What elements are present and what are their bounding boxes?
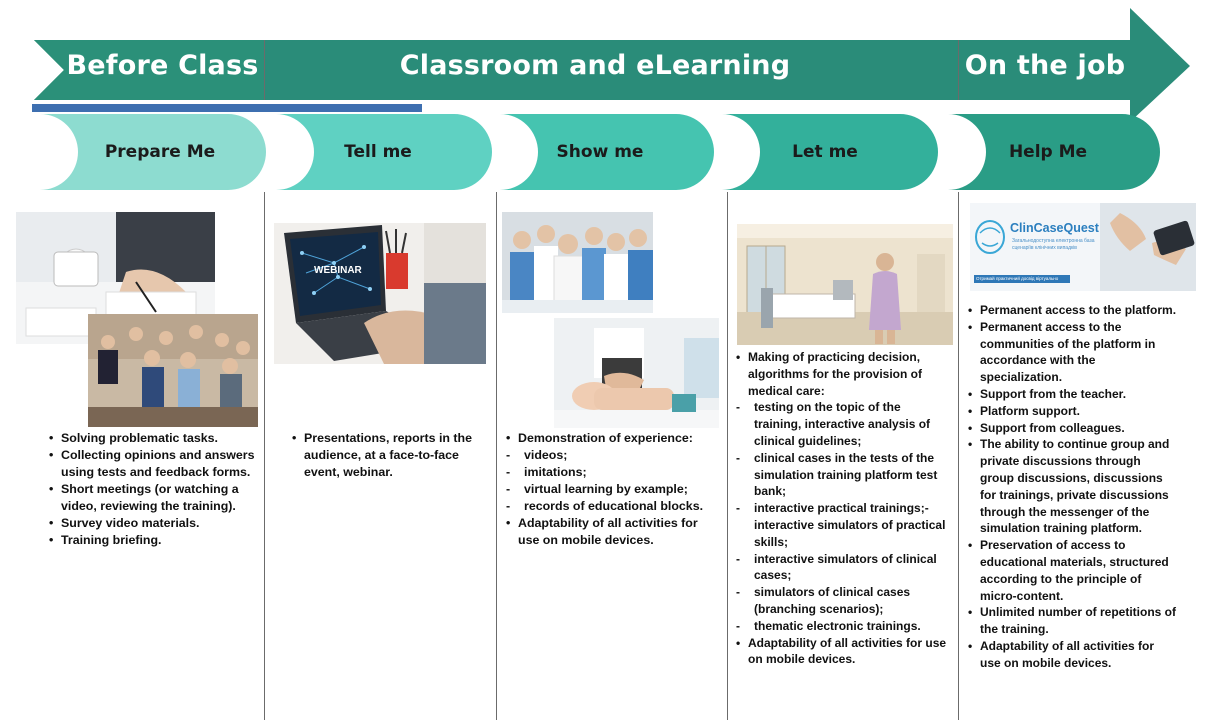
list-item: • Adaptability of all activities for use on mobile devices. (968, 638, 1178, 672)
progress-bar (32, 104, 422, 112)
list-item: • Unlimited number of repetitions of the training. (968, 604, 1178, 638)
list-item: - records of educational blocks. (506, 498, 716, 515)
list-item: - interactive practical trainings;- interactive simulators of practical skills; (736, 500, 948, 550)
list-item: • Solving problematic tasks. (49, 430, 257, 447)
list-item: • Making of practicing decision, algorithms for the provision of medical care: (736, 349, 948, 399)
photo-doctors-group (502, 212, 653, 313)
stage-label-tell-me: Tell me (344, 142, 412, 162)
list-item: • Survey video materials. (49, 515, 257, 532)
list-help-me (968, 302, 1178, 672)
column-divider-1 (264, 192, 265, 720)
stage-label-help-me: Help Me (1008, 142, 1088, 162)
list-item: • Presentations, reports in the audience, at a face-to-face event, webinar. (292, 430, 480, 481)
list-item: - thematic electronic trainings. (736, 618, 948, 635)
list-item: - virtual learning by example; (506, 481, 716, 498)
logo-title: ClinCaseQuest (1010, 221, 1099, 235)
webinar-screen-text: WEBINAR (314, 265, 362, 276)
list-let-me (736, 349, 948, 668)
list-item: • Support from colleagues. (968, 420, 1178, 437)
stage-label-prepare-me: Prepare Me (104, 142, 216, 162)
column-divider-4 (958, 192, 959, 720)
list-show-me (506, 430, 716, 549)
photo-cpr-training (554, 318, 719, 428)
list-item: - imitations; (506, 464, 716, 481)
list-item: • Short meetings (or watching a video, reviewing the training). (49, 481, 257, 515)
divider-on-the-job (958, 40, 959, 100)
logo-subtitle-line-1: Загальнодоступна електронна база (1012, 238, 1095, 244)
photo-group-meeting (88, 314, 258, 427)
list-item: • Training briefing. (49, 532, 257, 549)
list-item: - simulators of clinical cases (branching scenarios); (736, 584, 948, 618)
list-prepare-me (49, 430, 257, 549)
phase-before-class: Before Class (66, 50, 259, 81)
column-divider-2 (496, 192, 497, 720)
list-item: • Platform support. (968, 403, 1178, 420)
list-item: • Collecting opinions and answers using tests and feedback forms. (49, 447, 257, 481)
photo-webinar-laptop (274, 223, 486, 364)
list-item: • Permanent access to the platform. (968, 302, 1178, 319)
list-item: - videos; (506, 447, 716, 464)
phase-classroom-elearning: Classroom and eLearning (399, 50, 791, 81)
list-item: • Support from the teacher. (968, 386, 1178, 403)
phase-on-the-job: On the job (964, 50, 1126, 81)
list-item: • Demonstration of experience: (506, 430, 716, 447)
list-item: • Preservation of access to educational materials, structured according to the principle of micro-content. (968, 537, 1178, 604)
list-item: - clinical cases in the tests of the simulation training platform test bank; (736, 450, 948, 500)
stage-label-show-me: Show me (556, 142, 644, 162)
list-tell-me (292, 430, 480, 481)
stage-label-let-me: Let me (792, 142, 858, 162)
list-item: • Adaptability of all activities for use on mobile devices. (736, 635, 948, 669)
list-item: • Permanent access to the communities of the platform in accordance with the specialization. (968, 319, 1178, 386)
list-item: - interactive simulators of clinical cases; (736, 551, 948, 585)
list-item: - testing on the topic of the training, interactive analysis of clinical guidelines; (736, 399, 948, 449)
list-item: • Adaptability of all activities for use on mobile devices. (506, 515, 716, 549)
column-divider-3 (727, 192, 728, 720)
logo-strip-text: Отримай практичний досвід віртуально (976, 276, 1059, 281)
logo-subtitle-line-2: сценаріїв клінічних випадків (1012, 245, 1077, 251)
photo-virtual-patient (737, 224, 953, 345)
image-clincasequest (970, 203, 1196, 291)
list-item: • The ability to continue group and private discussions through group discussions, discussions for trainings, private discussions through the messenger of the simulation training platform. (968, 436, 1178, 537)
